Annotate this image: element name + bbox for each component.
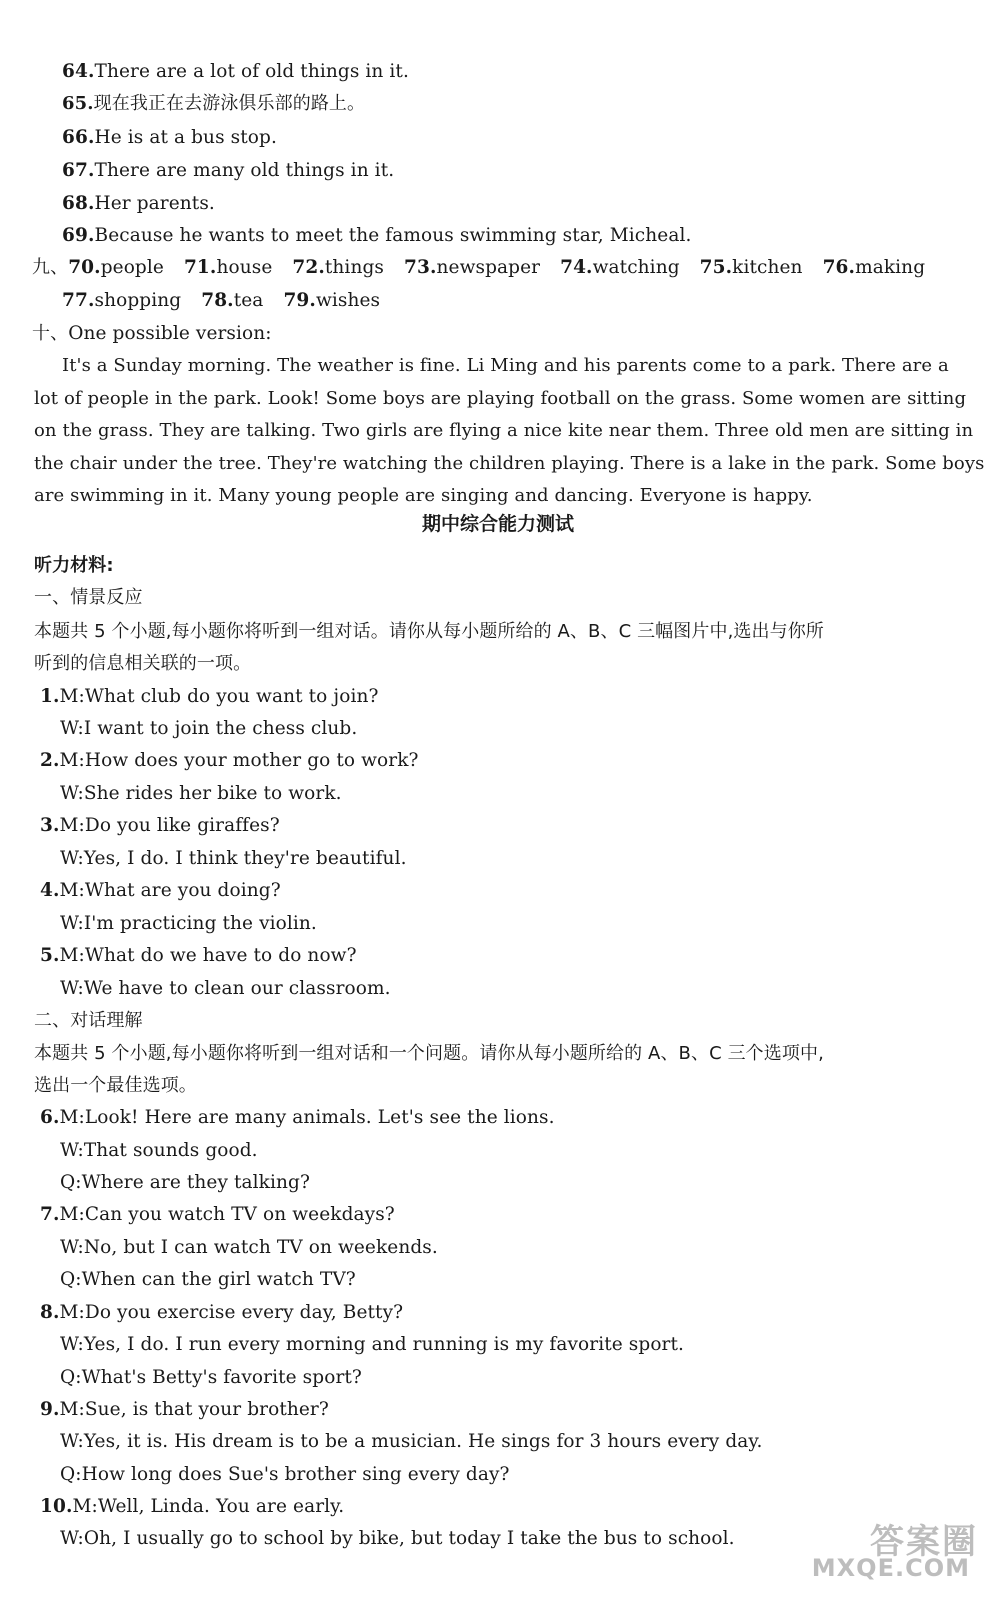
q9-m: 9.M:Sue, is that your brother? xyxy=(40,1399,329,1420)
q9-q: Q:How long does Sue's brother sing every day? xyxy=(60,1464,510,1485)
part-1-title: 一、情景反应 xyxy=(34,587,143,608)
essay-line-2: lot of people in the park. Look! Some boys are playing football on the grass. Some women are sitting xyxy=(34,388,967,409)
q1-w: W:I want to join the chess club. xyxy=(60,718,358,739)
answer-70: 70.people xyxy=(68,257,164,278)
q1-m: 1.M:What club do you want to join? xyxy=(40,686,379,707)
answer-78: 78.tea xyxy=(201,290,264,311)
q8-q: Q:What's Betty's favorite sport? xyxy=(60,1367,362,1388)
test-title: 期中综合能力测试 xyxy=(421,513,574,535)
q4-m: 4.M:What are you doing? xyxy=(40,880,281,901)
answer-73: 73.newspaper xyxy=(404,257,541,278)
q9-w: W:Yes, it is. His dream is to be a musician. He sings for 3 hours every day. xyxy=(60,1431,763,1452)
part-2-title: 二、对话理解 xyxy=(34,1010,143,1031)
q5-m: 5.M:What do we have to do now? xyxy=(40,945,357,966)
essay-line-1: It's a Sunday morning. The weather is fine. Li Ming and his parents come to a park. There are a xyxy=(62,355,949,376)
listening-label: 听力材料: xyxy=(34,555,114,576)
q7-q: Q:When can the girl watch TV? xyxy=(60,1269,356,1290)
q2-w: W:She rides her bike to work. xyxy=(60,783,342,804)
essay-line-5: are swimming in it. Many young people are singing and dancing. Everyone is happy. xyxy=(34,485,813,506)
part-1-instruction-line-2: 听到的信息相关联的一项。 xyxy=(34,653,252,674)
answer-66: 66.He is at a bus stop. xyxy=(62,127,277,148)
watermark-logo: 答案圈 MXQE.COM xyxy=(811,1522,978,1582)
section-9-row-2 xyxy=(62,287,380,315)
q7-w: W:No, but I can watch TV on weekends. xyxy=(60,1237,438,1258)
answer-74: 74.watching xyxy=(560,257,680,278)
q4-w: W:I'm practicing the violin. xyxy=(60,913,317,934)
answer-68: 68.Her parents. xyxy=(62,193,215,214)
answer-71: 71.house xyxy=(183,257,273,278)
q7-m: 7.M:Can you watch TV on weekdays? xyxy=(40,1204,395,1225)
part-2-instruction-line-1: 本题共 5 个小题,每小题你将听到一组对话和一个问题。请你从每小题所给的 A、B、C 三个选项中, xyxy=(34,1043,824,1064)
part-2-instruction-line-2: 选出一个最佳选项。 xyxy=(34,1075,197,1096)
essay-line-4: the chair under the tree. They're watching the children playing. There is a lake in the park. Some boys xyxy=(34,453,985,474)
q6-w: W:That sounds good. xyxy=(60,1140,258,1161)
section-9-row-1: 九、70.people 71.house 72.things 73.newspaper 74.watching 75.kitchen 76.making xyxy=(32,257,926,278)
section-10-heading: 十、One possible version: xyxy=(32,323,272,344)
answer-75: 75.kitchen xyxy=(699,257,803,278)
q10-m: 10.M:Well, Linda. You are early. xyxy=(40,1496,345,1517)
q3-w: W:Yes, I do. I think they're beautiful. xyxy=(60,848,407,869)
part-1-instruction-line-1: 本题共 5 个小题,每小题你将听到一组对话。请你从每小题所给的 A、B、C 三幅图片中,选出与你所 xyxy=(34,621,824,642)
answer-65: 65.现在我正在去游泳俱乐部的路上。 xyxy=(62,93,366,114)
essay-line-3: on the grass. They are talking. Two girls are flying a nice kite near them. Three old men are sitting in xyxy=(34,420,974,441)
q10-w: W:Oh, I usually go to school by bike, but today I take the bus to school. xyxy=(60,1528,735,1549)
q5-w: W:We have to clean our classroom. xyxy=(60,978,391,999)
answer-76: 76.making xyxy=(822,257,926,278)
answer-79: 79.wishes xyxy=(283,290,381,311)
q6-q: Q:Where are they talking? xyxy=(60,1172,310,1193)
answer-72: 72.things xyxy=(292,257,384,278)
q3-m: 3.M:Do you like giraffes? xyxy=(40,815,280,836)
answer-77: 77.shopping xyxy=(62,290,182,311)
q8-m: 8.M:Do you exercise every day, Betty? xyxy=(40,1302,404,1323)
answer-69: 69.Because he wants to meet the famous swimming star, Micheal. xyxy=(62,225,692,246)
q2-m: 2.M:How does your mother go to work? xyxy=(40,750,419,771)
answer-67: 67.There are many old things in it. xyxy=(62,160,395,181)
answer-64: 64.There are a lot of old things in it. xyxy=(62,61,409,82)
q6-m: 6.M:Look! Here are many animals. Let's see the lions. xyxy=(40,1107,555,1128)
q8-w: W:Yes, I do. I run every morning and running is my favorite sport. xyxy=(60,1334,685,1355)
